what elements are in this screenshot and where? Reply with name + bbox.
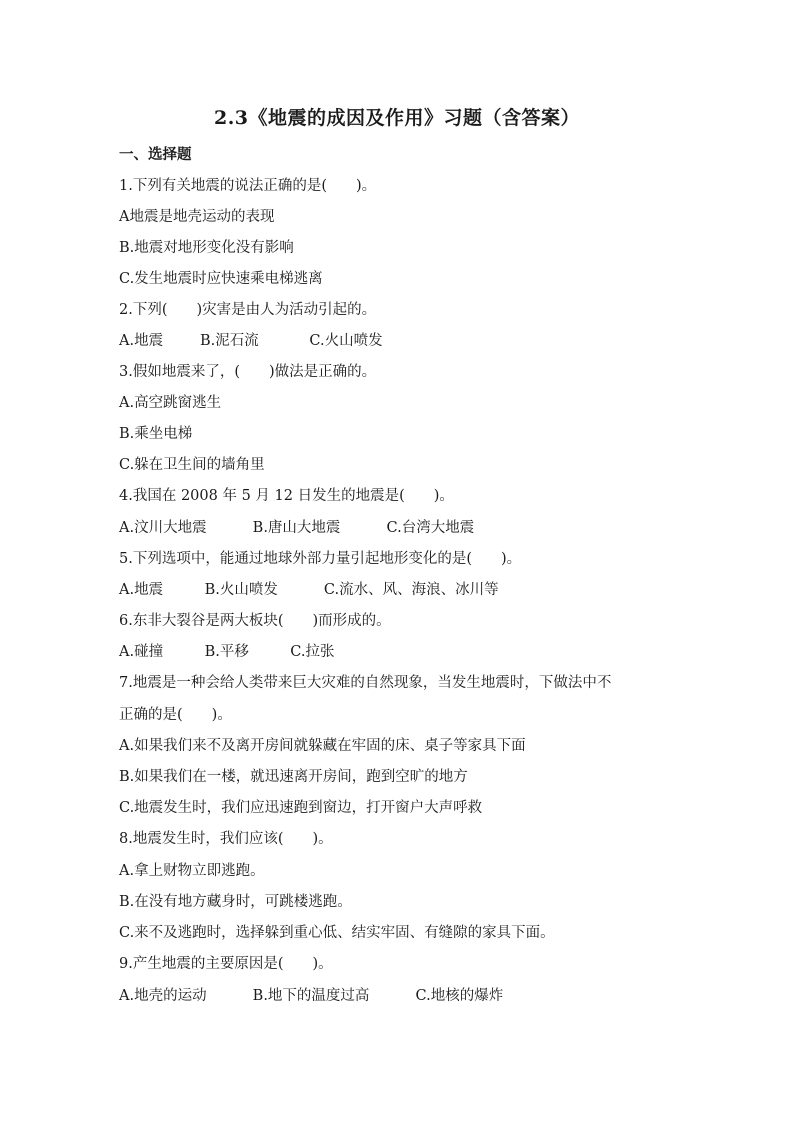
question-7-option-a: A.如果我们来不及离开房间就躲藏在牢固的床、桌子等家具下面 [119,738,526,754]
question-4: 4.我国在 2008 年 5 月 12 日发生的地震是( )。 [119,488,454,504]
question-5: 5.下列选项中，能通过地球外部力量引起地形变化的是( )。 [119,551,522,567]
question-3-option-c: C.躲在卫生间的墙角里 [119,457,265,473]
question-4-options: A.汶川大地震 B.唐山大地震 C.台湾大地震 [119,520,475,536]
section-heading: 一、选择题 [119,146,192,163]
question-6: 6.东非大裂谷是两大板块( )而形成的。 [119,613,391,629]
question-7: 7.地震是一种会给人类带来巨大灾难的自然现象，当发生地震时，下做法中不 [119,675,612,691]
document-title: 2.3《地震的成因及作用》习题（含答案） [213,107,581,129]
question-1-option-c: C.发生地震时应快速乘电梯逃离 [119,271,323,287]
question-2: 2.下列( )灾害是由人为活动引起的。 [119,302,377,318]
question-5-options: A.地震 B.火山喷发 C.流水、风、海浪、冰川等 [119,582,499,598]
question-8-option-c: C.来不及逃跑时，选择躲到重心低、结实牢固、有缝隙的家具下面。 [119,925,555,941]
question-8-option-a: A.拿上财物立即逃跑。 [119,863,265,879]
question-7-option-c: C.地震发生时，我们应迅速跑到窗边，打开窗户大声呼救 [119,800,483,816]
question-9-options: A.地壳的运动 B.地下的温度过高 C.地核的爆炸 [119,988,504,1004]
question-3-option-b: B.乘坐电梯 [119,426,193,442]
question-7-option-b: B.如果我们在一楼，就迅速离开房间，跑到空旷的地方 [119,769,468,785]
question-1: 1.下列有关地震的说法正确的是( )。 [119,178,377,194]
question-8-option-b: B.在没有地方藏身时，可跳楼逃跑。 [119,894,352,910]
question-1-option-b: B.地震对地形变化没有影响 [119,240,294,256]
question-3-option-a: A.高空跳窗逃生 [119,395,222,411]
question-7-continued: 正确的是( )。 [119,707,232,723]
question-2-options: A.地震 B.泥石流 C.火山喷发 [119,333,383,349]
question-6-options: A.碰撞 B.平移 C.拉张 [119,644,335,660]
question-1-option-a: A地震是地壳运动的表现 [119,209,275,225]
question-9: 9.产生地震的主要原因是( )。 [119,956,333,972]
question-8: 8.地震发生时，我们应该( )。 [119,831,333,847]
question-3: 3.假如地震来了，( )做法是正确的。 [119,364,377,380]
